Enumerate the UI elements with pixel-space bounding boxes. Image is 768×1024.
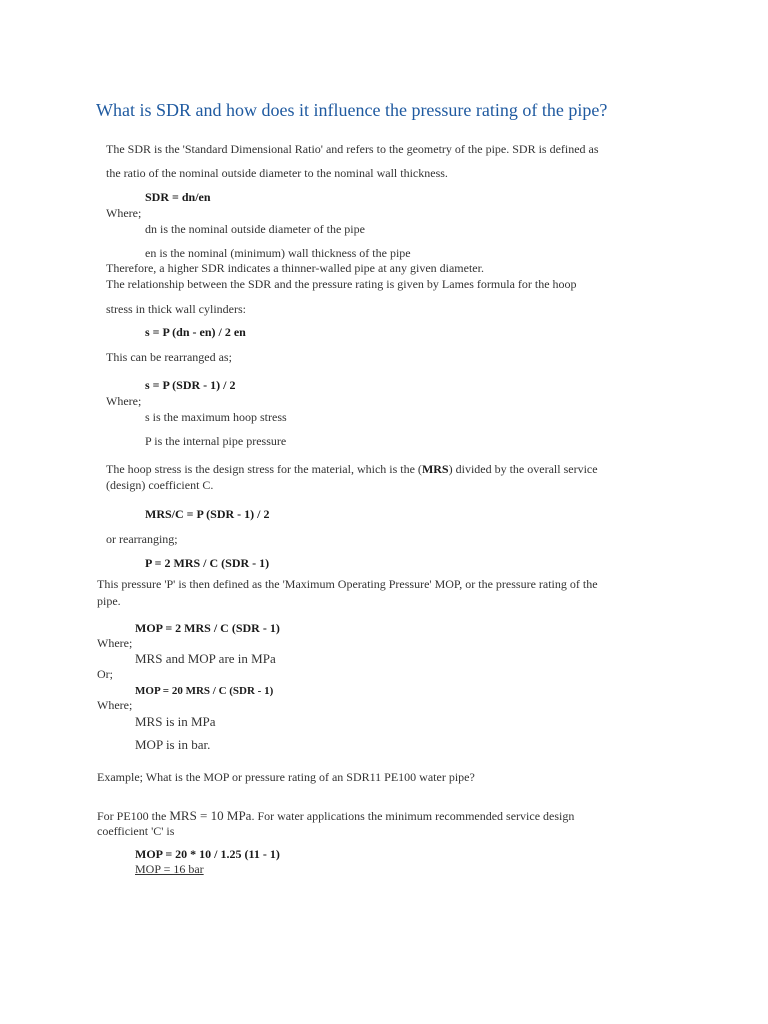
definition-p: P is the internal pipe pressure xyxy=(145,434,287,448)
units-mpa: MRS and MOP are in MPa xyxy=(135,651,276,666)
where-label: Where; xyxy=(106,394,142,408)
page-title: What is SDR and how does it influence the pressure rating of the pipe? xyxy=(96,100,608,120)
mop-definition-line-1: This pressure 'P' is then defined as the 'Maximum Operating Pressure' MOP, or the pressure rating of the xyxy=(97,577,598,591)
equation-mop-bar: MOP = 20 MRS / C (SDR - 1) xyxy=(135,685,274,697)
therefore-line: Therefore, a higher SDR indicates a thinner-walled pipe at any given diameter. xyxy=(106,261,484,275)
relationship-line-1: The relationship between the SDR and the pressure rating is given by Lames formula for the hoop xyxy=(106,277,577,291)
mrs-value: MRS = 10 MPa xyxy=(169,808,252,823)
example-question: Example; What is the MOP or pressure rating of an SDR11 PE100 water pipe? xyxy=(97,770,475,784)
mrs-abbreviation: MRS xyxy=(421,462,449,476)
or-label: Or; xyxy=(97,667,113,681)
intro-line-1: The SDR is the 'Standard Dimensional Ratio' and refers to the geometry of the pipe. SDR is defined as xyxy=(106,142,599,156)
mop-definition-line-2: pipe. xyxy=(97,594,121,608)
equation-p: P = 2 MRS / C (SDR - 1) xyxy=(145,556,270,570)
intro-line-2: the ratio of the nominal outside diameter to the nominal wall thickness. xyxy=(106,166,448,180)
relationship-line-2: stress in thick wall cylinders: xyxy=(106,302,246,316)
units-mop-bar: MOP is in bar. xyxy=(135,737,211,752)
equation-sdr: SDR = dn/en xyxy=(145,190,211,204)
equation-mop-mpa: MOP = 2 MRS / C (SDR - 1) xyxy=(135,621,280,635)
hoop-stress-line-2: (design) coefficient C. xyxy=(106,478,214,492)
rearranged-line: This can be rearranged as; xyxy=(106,350,232,364)
where-label: Where; xyxy=(97,698,133,712)
equation-calculation: MOP = 20 * 10 / 1.25 (11 - 1) xyxy=(135,847,280,861)
definition-en: en is the nominal (minimum) wall thickness of the pipe xyxy=(145,246,411,260)
equation-mrs-c: MRS/C = P (SDR - 1) / 2 xyxy=(145,507,270,521)
pe100-line-1: For PE100 the MRS = 10 MPa. For water applications the minimum recommended service design xyxy=(97,808,575,823)
pe100-line-2: coefficient 'C' is xyxy=(97,824,175,838)
equation-s-dn-en: s = P (dn - en) / 2 en xyxy=(145,325,246,339)
hoop-stress-line-1: The hoop stress is the design stress for the material, which is the (MRS) divided by the overall service xyxy=(106,462,598,476)
equation-s-sdr: s = P (SDR - 1) / 2 xyxy=(145,378,236,392)
units-mrs-mpa: MRS is in MPa xyxy=(135,714,216,729)
where-label: Where; xyxy=(97,636,133,650)
definition-s: s is the maximum hoop stress xyxy=(145,410,287,424)
result-mop: MOP = 16 bar xyxy=(135,862,204,876)
definition-dn: dn is the nominal outside diameter of the pipe xyxy=(145,222,365,236)
where-label: Where; xyxy=(106,206,142,220)
or-rearranging-line: or rearranging; xyxy=(106,532,178,546)
